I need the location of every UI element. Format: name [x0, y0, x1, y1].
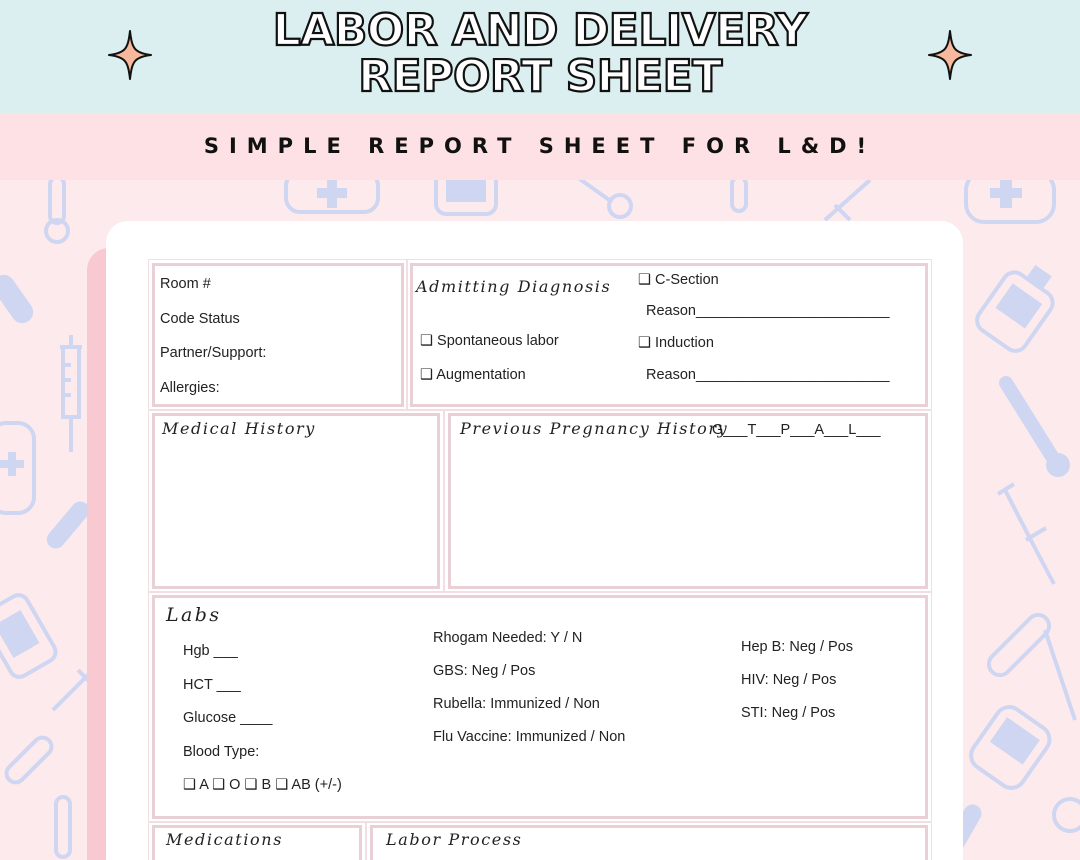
medical-bag-icon [282, 180, 382, 220]
augmentation-checkbox[interactable]: ❑ Augmentation [420, 367, 526, 383]
iv-bag-icon [0, 405, 38, 520]
blood-type-checkboxes[interactable]: ❑ A ❑ O ❑ B ❑ AB (+/-) [183, 777, 342, 793]
gbs-field[interactable]: GBS: Neg / Pos [433, 663, 536, 679]
pregnancy-history-box [448, 413, 928, 589]
c-section-reason-field[interactable]: Reason________________________ [646, 303, 890, 319]
admitting-diagnosis-heading: Admitting Diagnosis [416, 277, 612, 296]
spontaneous-labor-checkbox[interactable]: ❑ Spontaneous labor [420, 333, 559, 349]
page-subtitle: SIMPLE REPORT SHEET FOR L&D! [203, 134, 877, 158]
hgb-field[interactable]: Hgb ___ [183, 643, 238, 659]
medical-history-heading: Medical History [162, 419, 316, 438]
induction-checkbox[interactable]: ❑ Induction [638, 335, 714, 351]
code-status-field[interactable]: Code Status [160, 311, 240, 327]
title-line-2: REPORT SHEET [358, 51, 722, 102]
syringe-icon [996, 480, 1060, 590]
thermometer-icon [44, 795, 84, 860]
labs-heading: Labs [166, 604, 222, 626]
room-number-field[interactable]: Room # [160, 276, 211, 292]
syringe-icon [820, 180, 880, 225]
glucose-field[interactable]: Glucose ____ [183, 710, 273, 726]
rhogam-field[interactable]: Rhogam Needed: Y / N [433, 630, 583, 646]
medical-bag-icon [962, 695, 1062, 795]
pill-icon [0, 270, 42, 330]
sti-field[interactable]: STI: Neg / Pos [741, 705, 836, 721]
blood-bag-icon [966, 260, 1066, 360]
rubella-field[interactable]: Rubella: Immunized / Non [433, 696, 600, 712]
blood-type-label: Blood Type: [183, 744, 260, 760]
thermometer-icon [572, 180, 642, 222]
blood-bag-icon [432, 180, 502, 220]
hiv-field[interactable]: HIV: Neg / Pos [741, 672, 837, 688]
pregnancy-history-heading: Previous Pregnancy History [460, 419, 729, 438]
medical-bag-icon [962, 180, 1062, 230]
gtpal-field[interactable]: G___T___P___A___L___ [712, 422, 881, 438]
page-title [0, 5, 1080, 102]
pill-icon [1050, 785, 1080, 845]
syringe-icon [56, 335, 86, 455]
report-form [148, 259, 932, 860]
hep-b-field[interactable]: Hep B: Neg / Pos [741, 639, 854, 655]
medications-heading: Medications [166, 830, 284, 849]
induction-reason-field[interactable]: Reason________________________ [646, 367, 890, 383]
thermometer-icon [38, 180, 78, 245]
labor-process-heading: Labor Process [386, 830, 523, 849]
allergies-field[interactable]: Allergies: [160, 380, 220, 396]
title-line-1: LABOR AND DELIVERY [272, 5, 808, 56]
partner-support-field[interactable]: Partner/Support: [160, 345, 267, 361]
c-section-checkbox[interactable]: ❑ C-Section [638, 272, 719, 288]
hct-field[interactable]: HCT ___ [183, 677, 241, 693]
medical-history-box [152, 413, 440, 589]
thermometer-icon [720, 180, 760, 225]
pill-icon [0, 730, 60, 790]
thermometer-icon [996, 375, 1076, 485]
flu-vaccine-field[interactable]: Flu Vaccine: Immunized / Non [433, 729, 626, 745]
